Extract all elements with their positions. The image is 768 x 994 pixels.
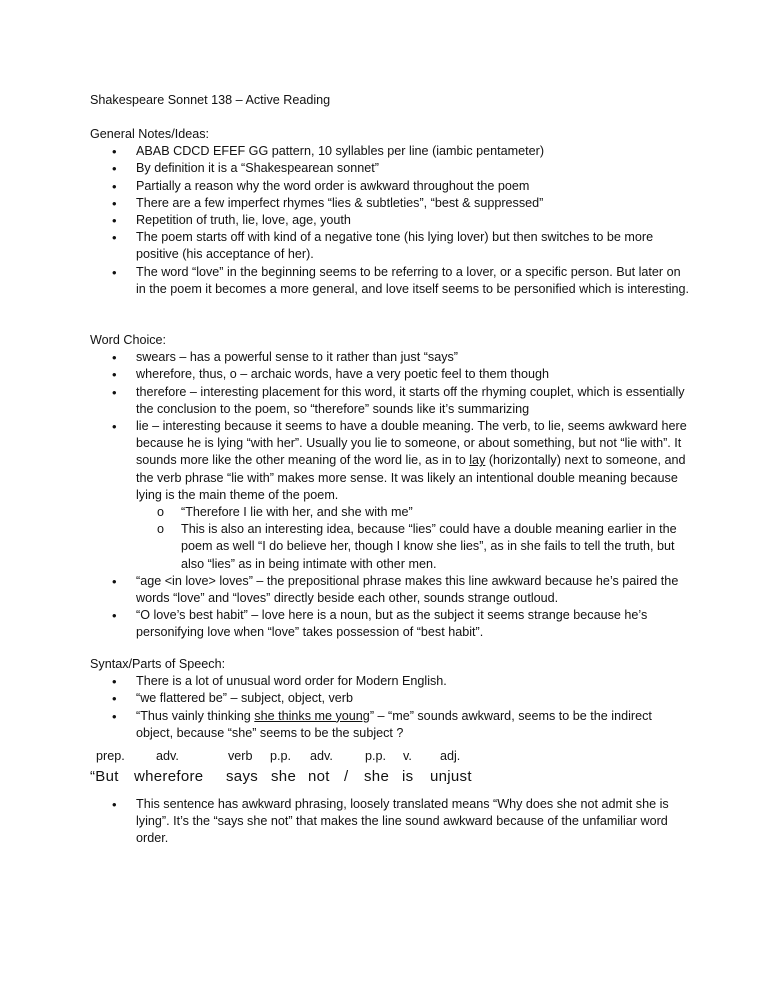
sentence-word: “But	[90, 768, 119, 785]
list-item: • “age <in love> loves” – the prepositional phrase makes this line awkward because he’s paired the words “love” and “loves” directly beside each other, sounds strange outloud.	[90, 573, 690, 607]
final-note-list	[90, 796, 690, 848]
sentence-word: she	[271, 768, 297, 785]
general-notes-section	[90, 126, 690, 298]
pos-tag: verb	[228, 749, 253, 763]
list-item: • swears – has a powerful sense to it rather than just “says”	[90, 349, 690, 366]
list-item-lie	[90, 418, 690, 573]
list-item: • Repetition of truth, lie, love, age, youth	[90, 212, 690, 229]
document-title: Shakespeare Sonnet 138 – Active Reading	[90, 93, 331, 107]
lie-text-after: (horizontally) next to someone, and the verb phrase “lie with” makes more sense. It was likely an intentional double meaning because lying is the main theme of the poem.	[136, 453, 686, 502]
list-item-thus	[90, 708, 690, 742]
list-item: • therefore – interesting placement for this word, it starts off the rhyming couplet, which is essentially the conclusion to the poem, so “therefore” sounds like it’s summarizing	[90, 384, 690, 418]
list-item: • There are a few imperfect rhymes “lies & subtleties”, “best & suppressed”	[90, 195, 690, 212]
sentence-word: wherefore	[134, 768, 204, 785]
list-item: • The poem starts off with kind of a negative tone (his lying lover) but then switches to be more positive (his acceptance of her).	[90, 229, 690, 263]
sentence-word: /	[344, 768, 349, 785]
list-item: • There is a lot of unusual word order for Modern English.	[90, 673, 690, 690]
pos-tag: v.	[403, 749, 412, 763]
parts-of-speech-gloss	[90, 748, 690, 790]
list-item: • This sentence has awkward phrasing, loosely translated means “Why does she not admit she is lying”. It’s the “says she not” that makes the line sound awkward because of the unfamiliar word order.	[90, 796, 690, 848]
pos-tag: adj.	[440, 749, 461, 763]
list-item: • “we flattered be” – subject, object, verb	[90, 690, 690, 707]
list-item: • Partially a reason why the word order is awkward throughout the poem	[90, 178, 690, 195]
list-item: • The word “love” in the beginning seems to be referring to a lover, or a specific person. But later on in the poem it becomes a more general, and love itself seems to be personified which is interesting.	[90, 264, 690, 298]
sentence-word: says	[226, 768, 259, 785]
sentence-word: unjust	[430, 768, 472, 785]
thus-underlined-phrase: she thinks me young	[254, 708, 370, 723]
sentence-word: is	[402, 768, 414, 785]
thus-text-before: “Thus vainly thinking	[136, 708, 255, 723]
syntax-list	[90, 673, 690, 742]
sentence-word: she	[364, 768, 390, 785]
word-choice-heading: Word Choice:	[90, 333, 167, 347]
pos-tag: adv.	[156, 749, 179, 763]
lie-sub-list	[136, 504, 690, 573]
sentence-word: not	[308, 768, 330, 785]
lie-text-before: lie – interesting because it seems to have a double meaning. The verb, to lie, seems awkward here because he is lying “with her”. Usually you lie to someone, or about something, but not “lie with”. It sounds more like the other meaning of the word lie, as in to	[136, 419, 687, 468]
pos-tag: p.p.	[365, 749, 387, 763]
sub-list-item: o “Therefore I lie with her, and she with me”	[136, 504, 690, 521]
general-notes-list	[90, 143, 690, 298]
list-item: • By definition it is a “Shakespearean sonnet”	[90, 160, 690, 177]
list-item: • “O love’s best habit” – love here is a noun, but as the subject it seems strange because he’s personifying love when “love” takes possession of “best habit”.	[90, 607, 690, 641]
list-item: • ABAB CDCD EFEF GG pattern, 10 syllables per line (iambic pentameter)	[90, 143, 690, 160]
pos-tag: adv.	[310, 749, 333, 763]
thus-text-after: ” – “me” sounds awkward, seems to be the indirect object, because “she” seems to be the subject ?	[136, 708, 652, 740]
general-notes-heading: General Notes/Ideas:	[90, 127, 210, 141]
pos-tag: p.p.	[270, 749, 292, 763]
word-choice-section	[90, 332, 690, 642]
syntax-section	[90, 656, 690, 742]
final-note-section	[90, 796, 690, 848]
syntax-heading: Syntax/Parts of Speech:	[90, 657, 226, 671]
list-item: • wherefore, thus, o – archaic words, have a very poetic feel to them though	[90, 366, 690, 383]
lie-underlined-word: lay	[469, 453, 486, 468]
pos-tag: prep.	[96, 749, 125, 763]
sub-list-item: o This is also an interesting idea, because “lies” could have a double meaning earlier in the poem as well “I do believe her, though I know she lies”, as in she fails to tell the truth, but also “lies” as in being intimate with other men.	[136, 521, 690, 573]
word-choice-list	[90, 349, 690, 641]
